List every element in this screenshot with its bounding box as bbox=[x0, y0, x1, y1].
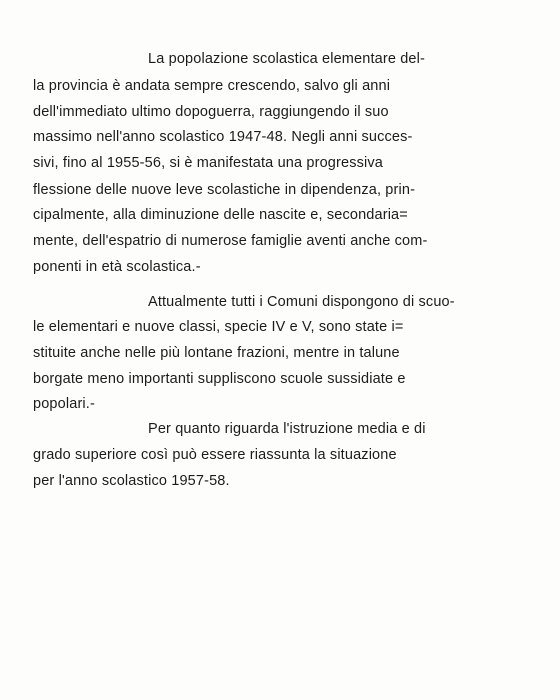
text-line: le elementari e nuove classi, specie IV e V, sono state i= bbox=[33, 319, 404, 335]
text-line: flessione delle nuove leve scolastiche in dipendenza, prin- bbox=[33, 182, 416, 198]
text-line: mente, dell'espatrio di numerose famiglie aventi anche com- bbox=[33, 233, 428, 249]
text-line: massimo nell'anno scolastico 1947-48. Negli anni succes- bbox=[33, 129, 413, 145]
text-line: grado superiore così può essere riassunta la situazione bbox=[33, 447, 397, 463]
text-line: Per quanto riguarda l'istruzione media e di bbox=[148, 421, 426, 437]
text-line: La popolazione scolastica elementare del- bbox=[148, 51, 425, 67]
text-line: Attualmente tutti i Comuni dispongono di scuo- bbox=[148, 294, 455, 310]
text-line: la provincia è andata sempre crescendo, salvo gli anni bbox=[33, 78, 391, 94]
text-line: borgate meno importanti suppliscono scuole sussidiate e bbox=[33, 371, 406, 387]
text-line: popolari.- bbox=[33, 396, 95, 412]
text-line: per l'anno scolastico 1957-58. bbox=[33, 473, 230, 489]
text-line: stituite anche nelle più lontane frazioni, mentre in talune bbox=[33, 345, 400, 361]
text-line: ponenti in età scolastica.- bbox=[33, 259, 201, 275]
text-line: cipalmente, alla diminuzione delle nascite e, secondaria= bbox=[33, 207, 408, 223]
text-line: sivi, fino al 1955-56, si è manifestata una progressiva bbox=[33, 155, 383, 171]
text-line: dell'immediato ultimo dopoguerra, raggiungendo il suo bbox=[33, 104, 389, 120]
